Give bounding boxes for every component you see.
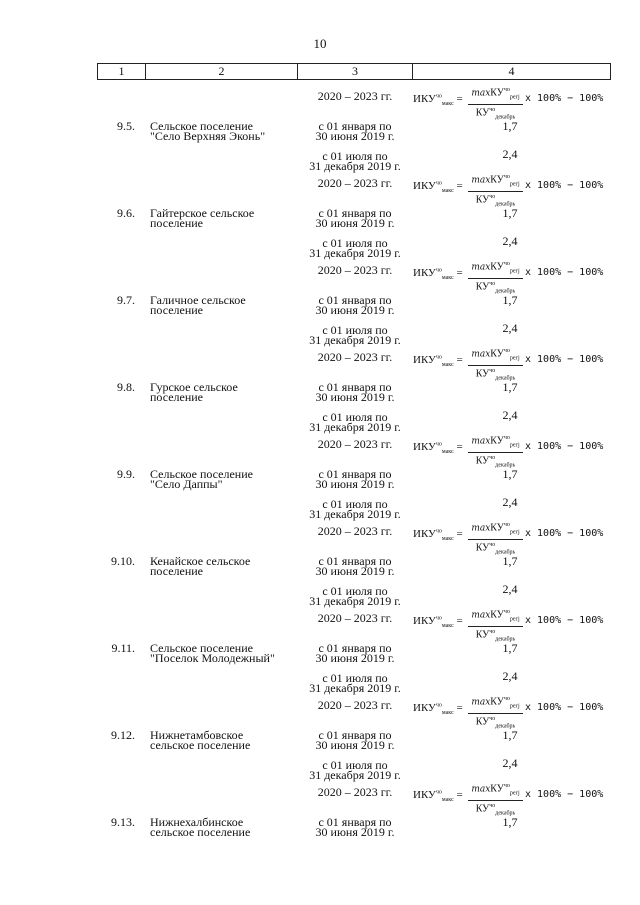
period-text: 2020 – 2023 гг. bbox=[317, 350, 393, 364]
formula-den-sup: чо bbox=[489, 368, 496, 375]
formula-lhs-sup: чо bbox=[435, 180, 442, 187]
formula-lhs-sup: чо bbox=[435, 93, 442, 100]
formula-num-sub-suffix: j bbox=[518, 790, 520, 797]
row-number: 9.6. bbox=[117, 206, 135, 220]
formula-lhs bbox=[413, 702, 463, 716]
formula-lhs-sup: чо bbox=[435, 702, 442, 709]
formula-rhs: х 100% − 100% bbox=[525, 354, 604, 365]
settlement-name: Нижнехалбинское bbox=[150, 815, 244, 829]
formula-num-italic: max bbox=[471, 349, 491, 360]
period-text: 2020 – 2023 гг. bbox=[317, 89, 393, 103]
period-text: с 01 января по bbox=[318, 119, 392, 133]
period-text: 31 декабря 2019 г. bbox=[309, 420, 401, 434]
formula-num-sup: чо bbox=[503, 696, 510, 702]
formula-num-sub-suffix: j bbox=[518, 442, 520, 449]
formula-num-sup: чо bbox=[503, 261, 510, 267]
formula-den-main: КУ bbox=[475, 455, 490, 467]
formula-den-main: КУ bbox=[475, 803, 490, 815]
formula-lhs-main: ИКУ bbox=[413, 267, 436, 279]
formula-lhs bbox=[413, 93, 463, 107]
formula-lhs-sup: чо bbox=[435, 789, 442, 796]
formula-num-sub-suffix: j bbox=[518, 268, 520, 275]
formula-eq: = bbox=[456, 702, 463, 714]
formula-eq: = bbox=[456, 93, 463, 105]
formula-numerator bbox=[468, 171, 523, 191]
period-text: 31 декабря 2019 г. bbox=[309, 594, 401, 608]
formula-fraction bbox=[468, 345, 523, 385]
formula-num-main: КУ bbox=[490, 174, 504, 186]
formula-lhs-main: ИКУ bbox=[413, 528, 436, 540]
formula-numerator bbox=[468, 432, 523, 452]
settlement-name: "Село Даппы" bbox=[150, 477, 223, 491]
formula-den-sub: декабрь bbox=[495, 636, 516, 643]
column-header-table bbox=[97, 63, 611, 80]
formula-lhs-sub: макс bbox=[441, 623, 454, 630]
formula-lhs bbox=[413, 267, 463, 281]
row-number: 9.9. bbox=[117, 467, 135, 481]
formula-fraction bbox=[468, 693, 523, 733]
period-text: с 01 января по bbox=[318, 815, 392, 829]
formula-den-main: КУ bbox=[475, 542, 490, 554]
formula-fraction bbox=[468, 519, 523, 559]
formula-num-main: КУ bbox=[490, 348, 504, 360]
formula-eq: = bbox=[456, 528, 463, 540]
formula-num-main: КУ bbox=[490, 435, 504, 447]
period-text: с 01 января по bbox=[318, 206, 392, 220]
formula-numerator bbox=[468, 780, 523, 800]
formula-lhs-sub: макс bbox=[441, 362, 454, 369]
period-text: с 01 января по bbox=[318, 554, 392, 568]
settlement-name: Сельское поселение bbox=[150, 641, 253, 655]
formula-den-sub: декабрь bbox=[495, 723, 516, 730]
formula-numerator bbox=[468, 258, 523, 278]
formula-lhs-main: ИКУ bbox=[413, 702, 436, 714]
period-text: 30 июня 2019 г. bbox=[315, 303, 395, 317]
settlement-name: поселение bbox=[150, 564, 204, 578]
index-formula bbox=[413, 432, 613, 469]
index-formula bbox=[413, 258, 613, 295]
formula-num-sub-suffix: j bbox=[518, 703, 520, 710]
settlement-name: Галичное сельское bbox=[150, 293, 246, 307]
row-number: 9.5. bbox=[117, 119, 135, 133]
formula-lhs-main: ИКУ bbox=[413, 180, 436, 192]
formula-lhs-sup: чо bbox=[435, 354, 442, 361]
formula-num-sup: чо bbox=[503, 522, 510, 528]
formula-lhs bbox=[413, 180, 463, 194]
settlement-name: Сельское поселение bbox=[150, 467, 253, 481]
formula-den-sub: декабрь bbox=[495, 114, 516, 121]
settlement-name: Гурское сельское bbox=[150, 380, 238, 394]
period-text: с 01 июля по bbox=[322, 410, 388, 424]
formula-lhs-main: ИКУ bbox=[413, 93, 436, 105]
column-header-row bbox=[98, 64, 611, 80]
formula-den-sup: чо bbox=[489, 716, 496, 723]
formula-lhs-sup: чо bbox=[435, 441, 442, 448]
formula-num-sub-suffix: j bbox=[518, 355, 520, 362]
index-formula bbox=[413, 780, 613, 817]
formula-num-main: КУ bbox=[490, 261, 504, 273]
index-formula bbox=[413, 693, 613, 730]
formula-numerator bbox=[468, 606, 523, 626]
formula-den-sup: чо bbox=[489, 629, 496, 636]
formula-num-main: КУ bbox=[490, 783, 504, 795]
row-number: 9.12. bbox=[111, 728, 135, 742]
period-text: 2020 – 2023 гг. bbox=[317, 524, 393, 538]
formula-lhs-sub: макс bbox=[441, 275, 454, 282]
formula-lhs-sub: макс bbox=[441, 536, 454, 543]
formula-den-sup: чо bbox=[489, 281, 496, 288]
formula-num-sub: рег bbox=[509, 529, 519, 536]
formula-den-main: КУ bbox=[475, 716, 490, 728]
period-text: 2020 – 2023 гг. bbox=[317, 263, 393, 277]
formula-num-sub: рег bbox=[509, 703, 519, 710]
formula-num-sup: чо bbox=[503, 435, 510, 441]
formula-den-main: КУ bbox=[475, 281, 490, 293]
index-value: 1,7 bbox=[502, 641, 518, 655]
formula-num-sub-suffix: j bbox=[518, 94, 520, 101]
formula-numerator bbox=[468, 693, 523, 713]
formula-numerator bbox=[468, 345, 523, 365]
formula-lhs-sup: чо bbox=[435, 267, 442, 274]
formula-num-main: КУ bbox=[490, 696, 504, 708]
formula-lhs-sub: макс bbox=[441, 449, 454, 456]
index-value: 2,4 bbox=[502, 321, 518, 335]
formula-fraction bbox=[468, 606, 523, 646]
formula-num-sup: чо bbox=[503, 783, 510, 789]
formula-den-sub: декабрь bbox=[495, 549, 516, 556]
index-formula bbox=[413, 84, 613, 121]
settlement-name: поселение bbox=[150, 390, 204, 404]
formula-lhs-main: ИКУ bbox=[413, 441, 436, 453]
formula-num-sub: рег bbox=[509, 442, 519, 449]
row-number: 9.10. bbox=[111, 554, 135, 568]
formula-lhs bbox=[413, 789, 463, 803]
period-text: с 01 июля по bbox=[322, 584, 388, 598]
index-value: 2,4 bbox=[502, 669, 518, 683]
formula-den-main: КУ bbox=[475, 194, 490, 206]
period-text: 30 июня 2019 г. bbox=[315, 564, 395, 578]
period-text: 2020 – 2023 гг. bbox=[317, 176, 393, 190]
period-text: 2020 – 2023 гг. bbox=[317, 611, 393, 625]
period-text: 30 июня 2019 г. bbox=[315, 216, 395, 230]
settlement-name: "Село Верхняя Эконь" bbox=[150, 129, 266, 143]
period-text: с 01 января по bbox=[318, 293, 392, 307]
settlement-name: поселение bbox=[150, 303, 204, 317]
formula-num-sub: рег bbox=[509, 181, 519, 188]
settlement-name: Кенайское сельское bbox=[150, 554, 251, 568]
period-text: 30 июня 2019 г. bbox=[315, 825, 395, 839]
formula-eq: = bbox=[456, 354, 463, 366]
formula-num-italic: max bbox=[471, 784, 491, 795]
index-value: 1,7 bbox=[502, 728, 518, 742]
formula-num-italic: max bbox=[471, 262, 491, 273]
formula-eq: = bbox=[456, 789, 463, 801]
formula-num-sup: чо bbox=[503, 87, 510, 93]
formula-rhs: х 100% − 100% bbox=[525, 702, 604, 713]
index-value: 1,7 bbox=[502, 206, 518, 220]
period-text: 31 декабря 2019 г. bbox=[309, 507, 401, 521]
formula-rhs: х 100% − 100% bbox=[525, 267, 604, 278]
formula-rhs: х 100% − 100% bbox=[525, 93, 604, 104]
index-formula bbox=[413, 519, 613, 556]
settlement-name: сельское поселение bbox=[150, 738, 251, 752]
column-header-3: 3 bbox=[298, 64, 413, 80]
column-header-4: 4 bbox=[413, 64, 611, 80]
formula-den-sup: чо bbox=[489, 107, 496, 114]
index-value: 1,7 bbox=[502, 554, 518, 568]
index-value: 1,7 bbox=[502, 119, 518, 133]
formula-fraction bbox=[468, 171, 523, 211]
formula-fraction bbox=[468, 258, 523, 298]
formula-den-sub: декабрь bbox=[495, 288, 516, 295]
period-text: с 01 июля по bbox=[322, 671, 388, 685]
formula-eq: = bbox=[456, 180, 463, 192]
period-text: с 01 января по bbox=[318, 728, 392, 742]
formula-lhs-sup: чо bbox=[435, 528, 442, 535]
settlement-name: поселение bbox=[150, 216, 204, 230]
period-text: с 01 июля по bbox=[322, 497, 388, 511]
index-value: 1,7 bbox=[502, 380, 518, 394]
formula-num-sub-suffix: j bbox=[518, 616, 520, 623]
index-formula bbox=[413, 171, 613, 208]
formula-den-main: КУ bbox=[475, 368, 490, 380]
period-text: 30 июня 2019 г. bbox=[315, 129, 395, 143]
period-text: 31 декабря 2019 г. bbox=[309, 681, 401, 695]
formula-lhs bbox=[413, 441, 463, 455]
formula-num-sub: рег bbox=[509, 94, 519, 101]
settlement-name: Сельское поселение bbox=[150, 119, 253, 133]
row-number: 9.11. bbox=[111, 641, 135, 655]
formula-den-sub: декабрь bbox=[495, 810, 516, 817]
formula-num-italic: max bbox=[471, 610, 491, 621]
settlement-name: "Поселок Молодежный" bbox=[150, 651, 275, 665]
formula-num-sup: чо bbox=[503, 174, 510, 180]
index-value: 2,4 bbox=[502, 147, 518, 161]
formula-num-sub-suffix: j bbox=[518, 529, 520, 536]
formula-num-sub-suffix: j bbox=[518, 181, 520, 188]
period-text: 31 декабря 2019 г. bbox=[309, 159, 401, 173]
period-text: с 01 января по bbox=[318, 380, 392, 394]
formula-lhs bbox=[413, 615, 463, 629]
settlement-name: Нижнетамбовское bbox=[150, 728, 244, 742]
index-value: 2,4 bbox=[502, 234, 518, 248]
period-text: 2020 – 2023 гг. bbox=[317, 785, 393, 799]
formula-num-italic: max bbox=[471, 88, 491, 99]
period-text: с 01 января по bbox=[318, 641, 392, 655]
formula-eq: = bbox=[456, 441, 463, 453]
formula-num-sub: рег bbox=[509, 268, 519, 275]
formula-lhs-main: ИКУ bbox=[413, 354, 436, 366]
index-value: 2,4 bbox=[502, 495, 518, 509]
index-value: 1,7 bbox=[502, 293, 518, 307]
period-text: с 01 июля по bbox=[322, 323, 388, 337]
row-number: 9.8. bbox=[117, 380, 135, 394]
formula-num-italic: max bbox=[471, 523, 491, 534]
formula-num-italic: max bbox=[471, 436, 491, 447]
formula-rhs: х 100% − 100% bbox=[525, 615, 604, 626]
formula-num-sub: рег bbox=[509, 790, 519, 797]
formula-numerator bbox=[468, 84, 523, 104]
index-value: 2,4 bbox=[502, 582, 518, 596]
formula-rhs: х 100% − 100% bbox=[525, 180, 604, 191]
period-text: 2020 – 2023 гг. bbox=[317, 698, 393, 712]
formula-den-sub: декабрь bbox=[495, 375, 516, 382]
formula-fraction bbox=[468, 84, 523, 124]
column-header-2: 2 bbox=[146, 64, 298, 80]
formula-den-sub: декабрь bbox=[495, 201, 516, 208]
formula-num-main: КУ bbox=[490, 87, 504, 99]
formula-den-sup: чо bbox=[489, 455, 496, 462]
formula-rhs: х 100% − 100% bbox=[525, 789, 604, 800]
index-value: 1,7 bbox=[502, 815, 518, 829]
settlement-name: Гайтерское сельское bbox=[150, 206, 255, 220]
column-header-1: 1 bbox=[98, 64, 146, 80]
period-text: 31 декабря 2019 г. bbox=[309, 768, 401, 782]
period-text: 31 декабря 2019 г. bbox=[309, 246, 401, 260]
formula-rhs: х 100% − 100% bbox=[525, 528, 604, 539]
formula-den-sup: чо bbox=[489, 803, 496, 810]
row-number: 9.7. bbox=[117, 293, 135, 307]
formula-num-sub: рег bbox=[509, 355, 519, 362]
period-text: с 01 июля по bbox=[322, 236, 388, 250]
formula-den-main: КУ bbox=[475, 107, 490, 119]
index-value: 1,7 bbox=[502, 467, 518, 481]
formula-num-italic: max bbox=[471, 175, 491, 186]
period-text: 30 июня 2019 г. bbox=[315, 651, 395, 665]
period-text: 30 июня 2019 г. bbox=[315, 390, 395, 404]
row-number: 9.13. bbox=[111, 815, 135, 829]
period-text: с 01 июля по bbox=[322, 149, 388, 163]
formula-num-main: КУ bbox=[490, 522, 504, 534]
formula-fraction bbox=[468, 780, 523, 820]
period-text: с 01 июля по bbox=[322, 758, 388, 772]
index-formula bbox=[413, 606, 613, 643]
formula-lhs-sub: макс bbox=[441, 710, 454, 717]
formula-lhs-main: ИКУ bbox=[413, 615, 436, 627]
formula-lhs-sub: макс bbox=[441, 188, 454, 195]
period-text: 30 июня 2019 г. bbox=[315, 738, 395, 752]
formula-num-main: КУ bbox=[490, 609, 504, 621]
period-text: 30 июня 2019 г. bbox=[315, 477, 395, 491]
formula-num-sup: чо bbox=[503, 348, 510, 354]
formula-lhs bbox=[413, 354, 463, 368]
formula-num-sup: чо bbox=[503, 609, 510, 615]
formula-num-sub: рег bbox=[509, 616, 519, 623]
formula-lhs-sub: макс bbox=[441, 797, 454, 804]
formula-rhs: х 100% − 100% bbox=[525, 441, 604, 452]
index-value: 2,4 bbox=[502, 408, 518, 422]
formula-lhs-main: ИКУ bbox=[413, 789, 436, 801]
formula-lhs-sub: макс bbox=[441, 101, 454, 108]
period-text: 31 декабря 2019 г. bbox=[309, 333, 401, 347]
formula-numerator bbox=[468, 519, 523, 539]
formula-lhs bbox=[413, 528, 463, 542]
formula-lhs-sup: чо bbox=[435, 615, 442, 622]
formula-fraction bbox=[468, 432, 523, 472]
period-text: 2020 – 2023 гг. bbox=[317, 437, 393, 451]
index-formula bbox=[413, 345, 613, 382]
period-text: с 01 января по bbox=[318, 467, 392, 481]
formula-eq: = bbox=[456, 267, 463, 279]
page-number: 10 bbox=[313, 36, 327, 51]
formula-den-main: КУ bbox=[475, 629, 490, 641]
formula-den-sup: чо bbox=[489, 194, 496, 201]
settlement-name: сельское поселение bbox=[150, 825, 251, 839]
formula-den-sub: декабрь bbox=[495, 462, 516, 469]
formula-num-italic: max bbox=[471, 697, 491, 708]
index-value: 2,4 bbox=[502, 756, 518, 770]
formula-eq: = bbox=[456, 615, 463, 627]
formula-den-sup: чо bbox=[489, 542, 496, 549]
